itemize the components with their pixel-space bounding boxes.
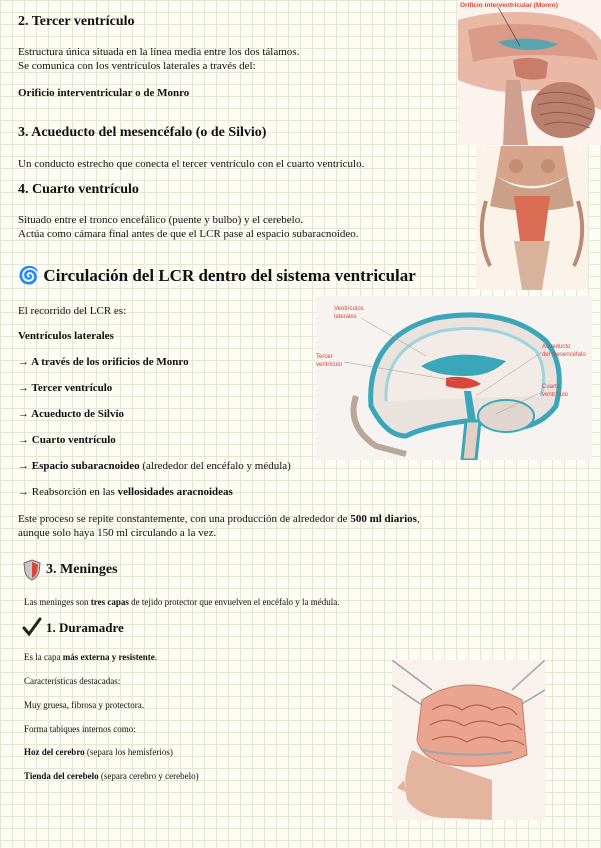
circulation-intro: El recorrido del LCR es: <box>18 305 127 317</box>
rest-text: (separa cerebro y cerebelo) <box>98 771 199 781</box>
figure-label-monro: Orificio interventricular (Monro) <box>460 2 558 9</box>
step-ventriculos-laterales: Ventrículos laterales <box>18 330 114 342</box>
duramadre-line-2: Características destacadas: <box>24 676 121 686</box>
production-paragraph <box>18 512 428 540</box>
step-acueducto: → Acueducto de Silvio <box>18 408 125 420</box>
meninges-title: 3. Meninges <box>46 562 118 577</box>
ventricular-system-figure <box>316 296 592 460</box>
duramadre-line-5 <box>24 747 173 757</box>
label-mesencefalo: del mesencéfalo <box>542 352 586 358</box>
meninges-intro <box>24 597 340 607</box>
check-icon <box>22 617 42 642</box>
label-cuarto: Cuarto <box>542 384 561 390</box>
monro-label: Orificio interventricular o de Monro <box>18 87 190 99</box>
pre-text: Es la capa <box>24 652 63 662</box>
section-title-cuarto-ventriculo: 4. Cuarto ventrículo <box>18 182 139 197</box>
section-title-acueducto: 3. Acueducto del mesencéfalo (o de Silvio) <box>18 125 267 140</box>
post-text: , aunque solo haya 150 ml circulando a la vez. <box>18 513 420 539</box>
dura-mater-figure <box>392 660 545 820</box>
sagittal-brain-figure <box>458 0 601 145</box>
post-text: . <box>154 652 158 662</box>
step-reabsorcion <box>18 485 233 499</box>
bold-term: más externa y resistente <box>62 652 155 662</box>
bold-term: Tienda del cerebelo <box>24 771 99 781</box>
tercer-ventriculo-text-2: Se comunica con los ventrículos laterales a través del: <box>18 60 256 72</box>
duramadre-line-6 <box>24 771 199 781</box>
bold-term: 500 ml diarios <box>350 513 417 525</box>
spiral-icon: 🌀 <box>18 266 40 286</box>
post-text: de tejido protector que envuelven el encéfalo y la médula. <box>128 597 340 607</box>
pre-text: Este proceso se repite constantemente, con una producción de alrededor de <box>18 513 351 525</box>
duramadre-line-1 <box>24 652 157 662</box>
cuarto-ventriculo-text-1: Situado entre el tronco encefálico (puente y bulbo) y el cerebelo. <box>18 214 303 226</box>
label-tercer: Tercer <box>316 354 333 360</box>
shield-icon <box>22 559 42 586</box>
step-espacio-subaracnoideo <box>18 459 291 473</box>
label-tercer-ventriculo: ventrículo <box>316 362 343 368</box>
circulation-title: Circulación del LCR dentro del sistema ventricular <box>43 266 416 285</box>
bold-term: Espacio subaracnoideo <box>31 460 140 472</box>
step-tercer-ventriculo: → Tercer ventrículo <box>18 382 113 394</box>
rest-text: (alrededor del encéfalo y médula) <box>139 460 291 472</box>
pre-text: Las meninges son <box>24 597 91 607</box>
section-title-tercer-ventriculo: 2. Tercer ventrículo <box>18 14 135 29</box>
duramadre-line-3: Muy gruesa, fibrosa y protectora. <box>24 700 144 710</box>
label-ventriculos: Ventrículos <box>334 306 364 312</box>
label-laterales: laterales <box>334 314 357 320</box>
brainstem-figure <box>476 146 588 290</box>
cuarto-ventriculo-text-2: Actúa como cámara final antes de que el LCR pase al espacio subaracnoideo. <box>18 228 359 240</box>
label-acueducto: Acueducto <box>542 344 571 350</box>
step-orificios-monro: → A través de los orificios de Monro <box>18 356 189 368</box>
circulation-heading <box>18 266 416 286</box>
bold-term: tres capas <box>90 597 129 607</box>
acueducto-text: Un conducto estrecho que conecta el tercer ventrículo con el cuarto ventrículo. <box>18 158 365 170</box>
label-cuarto-ventriculo: ventrículo <box>542 392 569 398</box>
tercer-ventriculo-text-1: Estructura única situada en la línea media entre los dos tálamos. <box>18 46 300 58</box>
bold-term: Hoz del cerebro <box>24 747 85 757</box>
step-cuarto-ventriculo: → Cuarto ventrículo <box>18 434 116 446</box>
pre-text: → Reabsorción en las <box>18 486 118 498</box>
bold-term: vellosidades aracnoideas <box>117 486 233 498</box>
duramadre-title: 1. Duramadre <box>46 620 124 635</box>
arrow: → <box>18 460 32 472</box>
rest-text: (separa los hemisferios) <box>84 747 173 757</box>
duramadre-line-4: Forma tabiques internos como: <box>24 724 136 734</box>
